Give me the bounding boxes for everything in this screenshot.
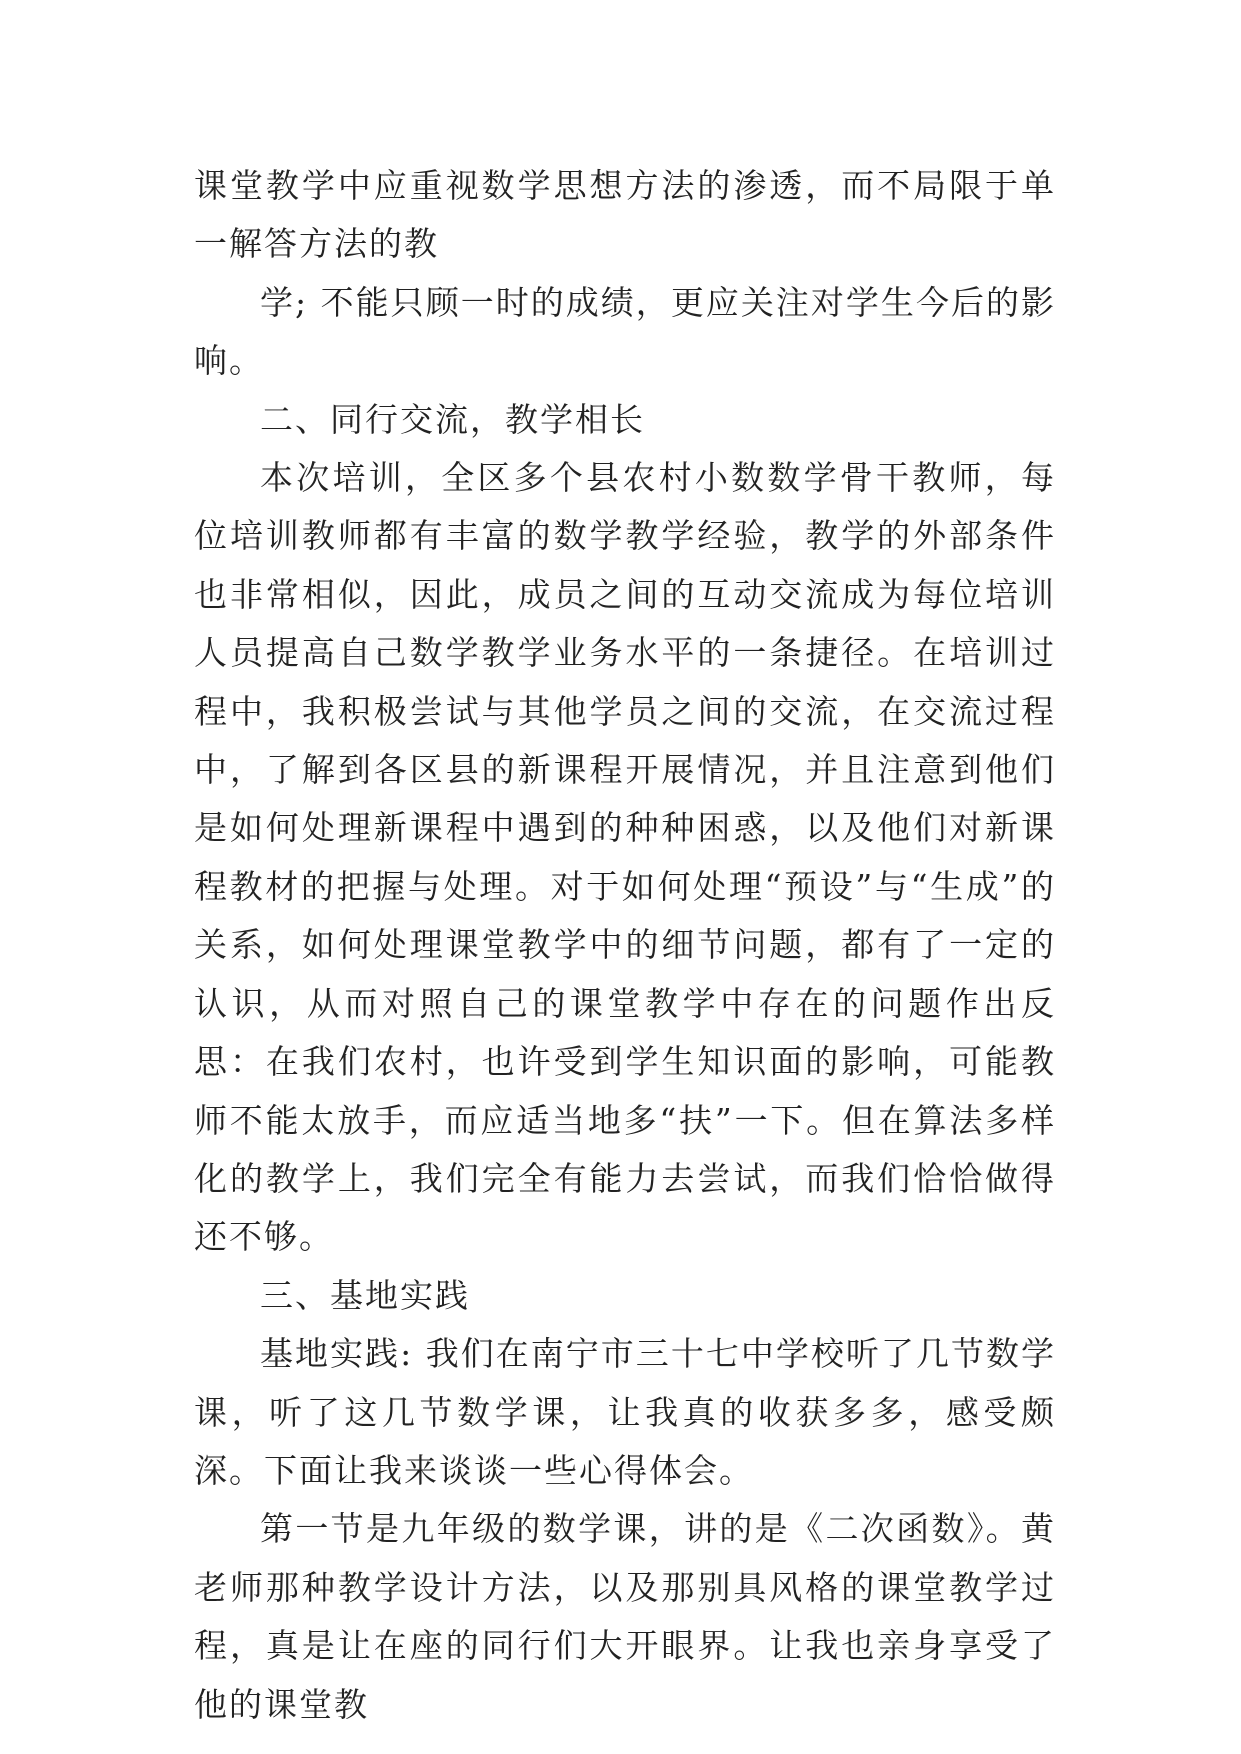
paragraph-base-practice: 基地实践: 我们在南宁市三十七中学校听了几节数学课，听了这几节数学课，让我真的收获多多，感受颇深。下面让我来谈谈一些心得体会。 <box>194 1334 1056 1490</box>
section-heading-peer-exchange: 二、同行交流，教学相长 <box>260 399 645 439</box>
paragraph-continuation: 课堂教学中应重视数学思想方法的渗透，而不局限于单一解答方法的教 <box>194 166 1056 264</box>
section-heading-base-practice: 三、基地实践 <box>260 1275 470 1315</box>
paragraph-first-lesson: 第一节是九年级的数学课，讲的是《二次函数》。黄老师那种教学设计方法，以及那别具风格的课堂教学过程，真是让在座的同行们大开眼界。让我也亲身享受了他的课堂教 <box>194 1509 1056 1724</box>
document-body <box>194 157 1056 1734</box>
paragraph-training: 本次培训，全区多个县农村小数数学骨干教师，每位培训教师都有丰富的数学教学经验，教学的外部条件也非常相似，因此，成员之间的互动交流成为每位培训人员提高自己数学教学业务水平的一条捷径。在培训过程中，我积极尝试与其他学员之间的交流，在交流过程中，了解到各区县的新课程开展情况，并且注意到他们是如何处理新课程中遇到的种种困惑，以及他们对新课程教材的把握与处理。对于如何处理“预设”与“生成”的关系，如何处理课堂教学中的细节问题，都有了一定的认识，从而对照自己的课堂教学中存在的问题作出反思：在我们农村，也许受到学生知识面的影响，可能教师不能太放手，而应适当地多“扶”一下。但在算法多样化的教学上，我们完全有能力去尝试，而我们恰恰做得还不够。 <box>194 458 1056 1257</box>
paragraph-closing: 学; 不能只顾一时的成绩，更应关注对学生今后的影响。 <box>194 282 1056 381</box>
